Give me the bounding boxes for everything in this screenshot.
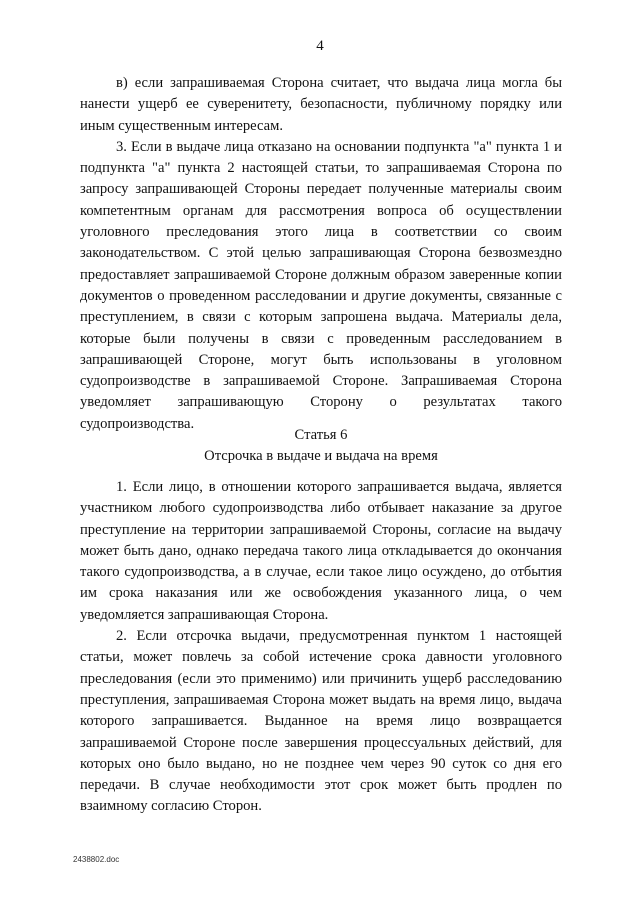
document-filename: 2438802.doc bbox=[73, 855, 120, 864]
article-title: Отсрочка в выдаче и выдача на время bbox=[204, 448, 438, 464]
text-block-after bbox=[80, 477, 562, 818]
article-number: Статья 6 bbox=[294, 427, 348, 443]
paragraph-point-2: 2. Если отсрочка выдачи, предусмотренная пунктом 1 настоящей статьи, может повлечь за собой истечение срока давности уголовного преследования (если это применимо) или причинить ущерб расследованию преступления, запрашиваемая Сторона может выдать на время лицо, выдача которого запрашивается. Выданное на время лицо возвращается запрашиваемой Стороне после завершения процессуальных действий, для которых оно было выдано, но не позднее чем через 90 суток со дня его передачи. В случае необходимости этот срок может быть продлен по взаимному согласию Сторон. bbox=[80, 628, 562, 815]
paragraph-point-1: 1. Если лицо, в отношении которого запрашивается выдача, является участником любого судопроизводства либо отбывает наказание за другое преступление на территории запрашиваемой Стороны, согласие на выдачу может быть дано, однако передача такого лица откладывается до окончания такого судопроизводства, а в случае, если такое лицо осуждено, до отбытия им срока наказания или же освобождения указанного лица, о чем уведомляется запрашивающая Сторона. bbox=[80, 479, 562, 623]
text-block-before bbox=[80, 73, 562, 435]
page-number: 4 bbox=[316, 38, 324, 54]
paragraph-subpoint-v: в) если запрашиваемая Сторона считает, что выдача лица могла бы нанести ущерб ее суверенитету, безопасности, публичному порядку или иным существенным интересам. bbox=[80, 75, 562, 134]
paragraph-point-3: 3. Если в выдаче лица отказано на основании подпункта "а" пункта 1 и подпункта "а" пункта 2 настоящей статьи, то запрашиваемая Сторона по запросу запрашивающей Стороны передает полученные материалы своим компетентным органам для рассмотрения вопроса об осуществлении уголовного преследования этого лица в соответствии со своим законодательством. С этой целью запрашивающая Сторона безвозмездно предоставляет запрашиваемой Стороне должным образом заверенные копии документов о проведенном расследовании и другие документы, связанные с преступлением, в связи с которым запрошена выдача. Материалы дела, которые были получены в связи с проведенным расследованием в запрашивающей Стороне, могут быть использованы в уголовном судопроизводстве в запрашиваемой Стороне. Запрашиваемая Сторона уведомляет запрашивающую Сторону о результатах такого судопроизводства. bbox=[80, 138, 562, 432]
